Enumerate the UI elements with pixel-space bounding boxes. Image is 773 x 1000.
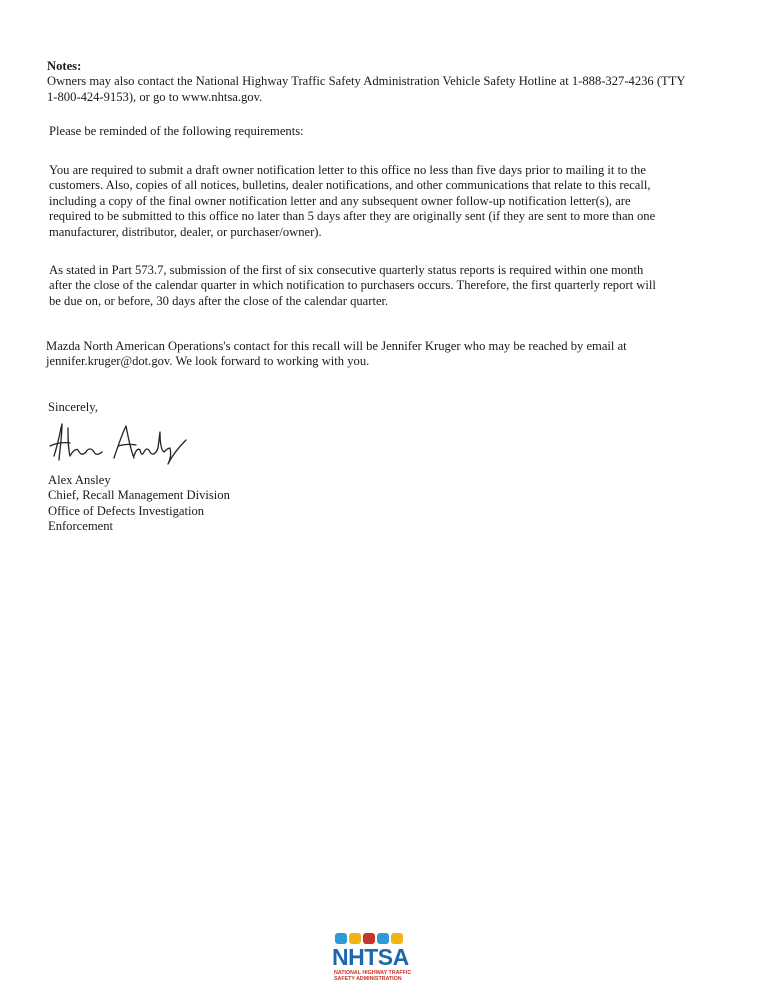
closing xyxy=(48,400,98,415)
logo-wordmark: NHTSA xyxy=(332,944,409,970)
handwritten-signature xyxy=(40,418,200,468)
requirement-paragraph-1 xyxy=(49,163,655,240)
requirement-paragraph-2 xyxy=(49,263,656,309)
signer-unit: Enforcement xyxy=(48,519,114,534)
signer-office: Office of Defects Investigation xyxy=(48,503,205,518)
paragraph-line: required to be submitted to this office no later than 5 days after they are originally sent (if they are sent to more than one xyxy=(49,209,656,224)
pedestrian-icon xyxy=(363,933,375,944)
family-icon xyxy=(377,933,389,944)
logo-subtitle-line2: SAFETY ADMINISTRATION xyxy=(334,976,402,982)
notes-line: 1-800-424-9153), or go to www.nhtsa.gov. xyxy=(47,89,263,104)
paragraph-line: jennifer.kruger@dot.gov. We look forward to working with you. xyxy=(46,354,370,369)
signature-stroke xyxy=(68,428,102,456)
notes-heading: Notes: xyxy=(47,59,82,73)
signer-block xyxy=(48,473,230,535)
motorcycle-icon xyxy=(349,933,361,944)
paragraph-line: You are required to submit a draft owner notification letter to this office no less than five days prior to mailing it to the xyxy=(49,163,646,177)
paragraph-line: As stated in Part 573.7, submission of the first of six consecutive quarterly status reports is required within one month xyxy=(49,263,644,277)
paragraph-line: Mazda North American Operations's contact for this recall will be Jennifer Kruger who may be reached by email at xyxy=(46,339,627,353)
reminder-text: Please be reminded of the following requirements: xyxy=(49,124,304,138)
paragraph-line: customers. Also, copies of all notices, bulletins, dealer notifications, and other communications that relate to this recall, xyxy=(49,178,651,193)
notes-line: Owners may also contact the National Highway Traffic Safety Administration Vehicle Safety Hotline at 1-888-327-4236 (TTY xyxy=(47,74,686,89)
car-icon xyxy=(335,933,347,944)
notes-section xyxy=(47,59,686,105)
paragraph-line: including a copy of the final owner notification letter and any subsequent owner follow-up notification letter(s), are xyxy=(49,193,631,208)
signature-stroke xyxy=(118,444,136,446)
paragraph-line: after the close of the calendar quarter in which notification to purchasers occurs. Therefore, the first quarterly report will xyxy=(49,278,656,293)
signature-stroke xyxy=(54,424,62,460)
signature-stroke xyxy=(134,432,186,464)
reminder-paragraph xyxy=(49,124,304,139)
paragraph-line: be due on, or before, 30 days after the close of the calendar quarter. xyxy=(49,293,389,308)
signer-name: Alex Ansley xyxy=(48,473,111,487)
nhtsa-logo xyxy=(330,933,420,989)
star-icon xyxy=(391,933,403,944)
signature-stroke xyxy=(114,426,134,458)
logo-subtitle-line1: NATIONAL HIGHWAY TRAFFIC xyxy=(334,970,412,976)
contact-paragraph xyxy=(46,339,627,370)
closing-text: Sincerely, xyxy=(48,400,98,414)
signer-title: Chief, Recall Management Division xyxy=(48,488,230,503)
paragraph-line: manufacturer, distributor, dealer, or purchaser/owner). xyxy=(49,224,322,239)
